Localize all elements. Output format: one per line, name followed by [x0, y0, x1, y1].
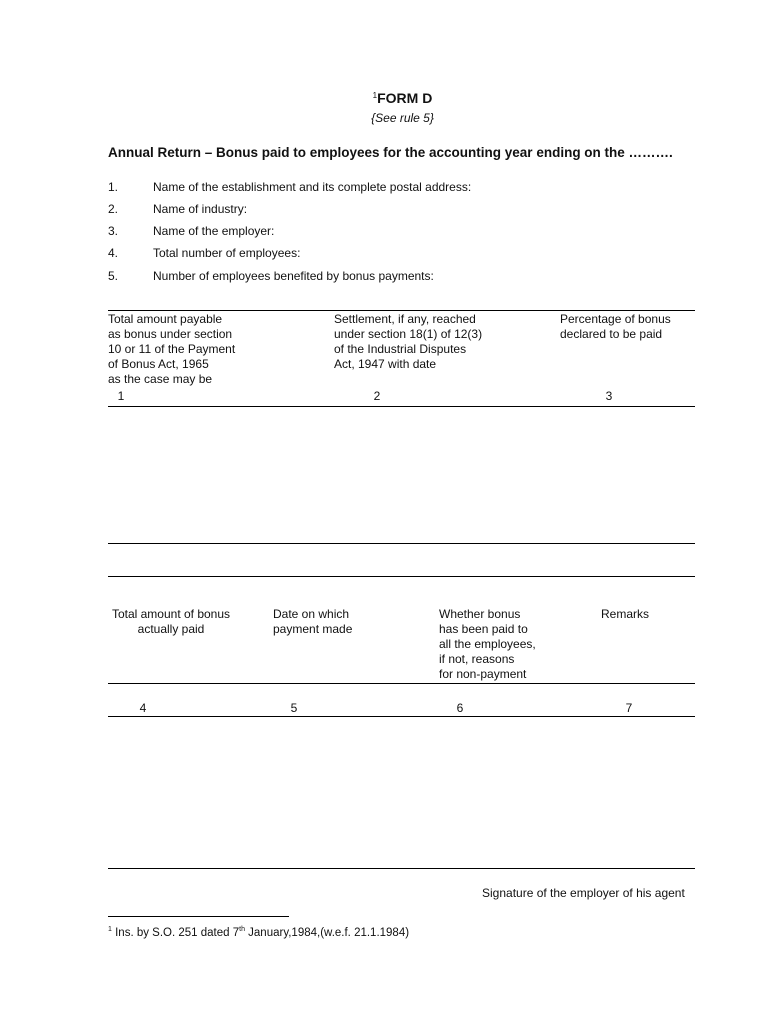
- table1-header-percentage: Percentage of bonus declared to be paid: [560, 312, 671, 341]
- title-footnote-marker: 1: [372, 91, 378, 100]
- item-text: Number of employees benefited by bonus payments:: [153, 269, 434, 283]
- table1-col-number: 2: [373, 389, 381, 403]
- table1-header-total-payable: Total amount payable as bonus under section 10 or 11 of the Payment of Bonus Act, 1965 as the case may be: [108, 312, 236, 386]
- form-subtitle: {See rule 5}: [371, 111, 434, 125]
- form-title-text: FORM D: [377, 90, 433, 106]
- table1-col-number: 3: [605, 389, 613, 403]
- item-text: Name of the establishment and its complete postal address:: [153, 180, 472, 194]
- table2-header-total-paid: Total amount of bonus actually paid: [111, 607, 231, 636]
- item-text: Total number of employees:: [153, 246, 301, 260]
- footnote-marker: 1: [108, 926, 112, 933]
- table2-header-bonus-status: Whether bonus has been paid to all the employees, if not, reasons for non-payment: [439, 607, 536, 681]
- table2-col-number: 7: [625, 701, 633, 715]
- footnote: [108, 926, 409, 939]
- signature-line: Signature of the employer of his agent: [482, 886, 685, 900]
- form-title: [0, 90, 768, 106]
- table2-col-number: 4: [139, 701, 147, 715]
- footnote-separator: [108, 916, 289, 917]
- table2-col-number: 6: [456, 701, 464, 715]
- table1-bottom-rule: [108, 543, 695, 544]
- item-text: Name of industry:: [153, 202, 248, 216]
- footnote-ordinal: th: [239, 926, 245, 933]
- table2-number-rule: [108, 716, 695, 717]
- table2-col-number: 5: [290, 701, 298, 715]
- table1-header-rule: [108, 406, 695, 407]
- table1-header-settlement: Settlement, if any, reached under section 18(1) of 12(3) of the Industrial Disputes Act, 1947 with date: [334, 312, 483, 371]
- footnote-text-after: January,1984,(w.e.f. 21.1.1984): [244, 926, 410, 939]
- item-text: Name of the employer:: [153, 224, 275, 238]
- item-number: 5.: [108, 269, 119, 283]
- table2-bottom-rule: [108, 868, 695, 869]
- table2-header-rule: [108, 683, 695, 684]
- item-number: 4.: [108, 246, 119, 260]
- item-number: 2.: [108, 202, 119, 216]
- item-number: 1.: [108, 180, 119, 194]
- footnote-text-before: Ins. by S.O. 251 dated 7: [111, 926, 240, 939]
- table1-col-number: 1: [117, 389, 125, 403]
- table1-top-rule: [108, 310, 695, 311]
- table2-header-remarks: Remarks: [601, 607, 650, 621]
- item-number: 3.: [108, 224, 119, 238]
- table2-header-payment-date: Date on which payment made: [273, 607, 353, 636]
- return-heading: Annual Return – Bonus paid to employees for the accounting year ending on the ……….: [108, 145, 673, 160]
- table2-top-rule: [108, 576, 695, 577]
